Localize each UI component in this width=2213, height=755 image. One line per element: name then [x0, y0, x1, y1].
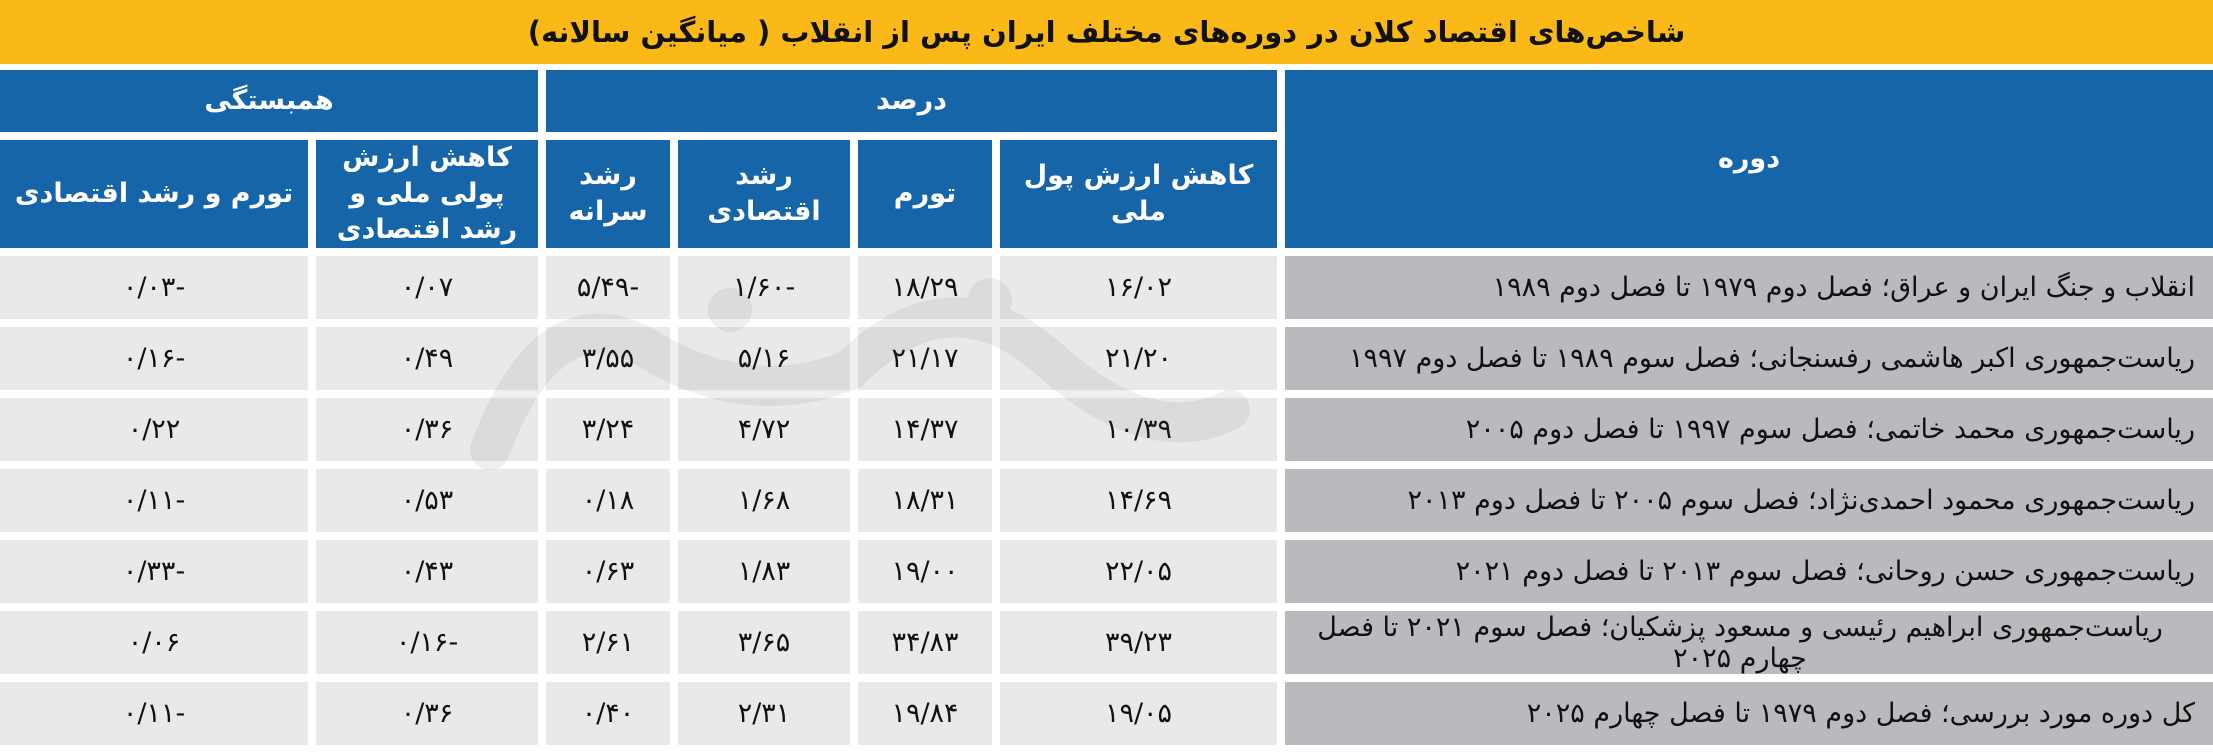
table-title: شاخص‌های اقتصاد کلان در دوره‌های مختلف ایران پس از انقلاب ( میانگین سالانه)	[0, 0, 2213, 64]
currency-devaluation-cell: ۲۱/۲۰	[992, 327, 1277, 398]
corr-inflation-growth-cell: -۰/۱۶	[0, 327, 308, 398]
currency-devaluation-cell: ۳۹/۲۳	[992, 611, 1277, 682]
header-corr-inflation-growth: تورم و رشد اقتصادی	[0, 140, 308, 256]
currency-devaluation-cell: ۱۹/۰۵	[992, 682, 1277, 753]
corr-currency-growth-cell: ۰/۳۶	[308, 398, 538, 469]
inflation-cell: ۲۱/۱۷	[850, 327, 992, 398]
period-cell: ریاست‌جمهوری محمود احمدی‌نژاد؛ فصل سوم ۲۰۰۵ تا فصل دوم ۲۰۱۳	[1277, 469, 2213, 540]
inflation-cell: ۱۹/۸۴	[850, 682, 992, 753]
header-group-percent: درصد	[538, 70, 1277, 140]
corr-currency-growth-cell: ۰/۴۹	[308, 327, 538, 398]
corr-inflation-growth-cell: -۰/۱۱	[0, 682, 308, 753]
period-cell: ریاست‌جمهوری ابراهیم رئیسی و مسعود پزشکیان؛ فصل سوم ۲۰۲۱ تا فصل چهارم ۲۰۲۵	[1277, 611, 2213, 682]
header-group-correlation: همبستگی	[0, 70, 538, 140]
economic-growth-cell: ۲/۳۱	[670, 682, 850, 753]
period-cell: انقلاب و جنگ ایران و عراق؛ فصل دوم ۱۹۷۹ تا فصل دوم ۱۹۸۹	[1277, 256, 2213, 327]
period-cell: ریاست‌جمهوری محمد خاتمی؛ فصل سوم ۱۹۹۷ تا فصل دوم ۲۰۰۵	[1277, 398, 2213, 469]
economic-growth-cell: ۱/۶۸	[670, 469, 850, 540]
inflation-cell: ۱۸/۲۹	[850, 256, 992, 327]
currency-devaluation-cell: ۱۰/۳۹	[992, 398, 1277, 469]
per-capita-growth-cell: ۰/۴۰	[538, 682, 670, 753]
header-period: دوره	[1277, 70, 2213, 256]
header-per-capita-growth: رشد سرانه	[538, 140, 670, 256]
macro-indicators-table	[0, 70, 2213, 755]
per-capita-growth-cell: -۵/۴۹	[538, 256, 670, 327]
inflation-cell: ۱۹/۰۰	[850, 540, 992, 611]
inflation-cell: ۱۸/۳۱	[850, 469, 992, 540]
header-currency-devaluation: کاهش ارزش پول ملی	[992, 140, 1277, 256]
per-capita-growth-cell: ۲/۶۱	[538, 611, 670, 682]
corr-inflation-growth-cell: -۰/۰۳	[0, 256, 308, 327]
period-cell: ریاست‌جمهوری اکبر هاشمی رفسنجانی؛ فصل سوم ۱۹۸۹ تا فصل دوم ۱۹۹۷	[1277, 327, 2213, 398]
period-cell: ریاست‌جمهوری حسن روحانی؛ فصل سوم ۲۰۱۳ تا فصل دوم ۲۰۲۱	[1277, 540, 2213, 611]
header-inflation: تورم	[850, 140, 992, 256]
corr-inflation-growth-cell: ۰/۰۶	[0, 611, 308, 682]
economic-growth-cell: ۳/۶۵	[670, 611, 850, 682]
per-capita-growth-cell: ۳/۲۴	[538, 398, 670, 469]
header-economic-growth: رشد اقتصادی	[670, 140, 850, 256]
currency-devaluation-cell: ۲۲/۰۵	[992, 540, 1277, 611]
economic-growth-cell: ۵/۱۶	[670, 327, 850, 398]
corr-inflation-growth-cell: ۰/۲۲	[0, 398, 308, 469]
currency-devaluation-cell: ۱۴/۶۹	[992, 469, 1277, 540]
corr-inflation-growth-cell: -۰/۱۱	[0, 469, 308, 540]
header-corr-currency-growth: کاهش ارزش پولی ملی و رشد اقتصادی	[308, 140, 538, 256]
corr-currency-growth-cell: ۰/۰۷	[308, 256, 538, 327]
economic-growth-cell: ۴/۷۲	[670, 398, 850, 469]
corr-currency-growth-cell: ۰/۳۶	[308, 682, 538, 753]
per-capita-growth-cell: ۰/۶۳	[538, 540, 670, 611]
corr-inflation-growth-cell: -۰/۳۳	[0, 540, 308, 611]
per-capita-growth-cell: ۳/۵۵	[538, 327, 670, 398]
corr-currency-growth-cell: -۰/۱۶	[308, 611, 538, 682]
currency-devaluation-cell: ۱۶/۰۲	[992, 256, 1277, 327]
inflation-cell: ۱۴/۳۷	[850, 398, 992, 469]
period-cell: کل دوره مورد بررسی؛ فصل دوم ۱۹۷۹ تا فصل چهارم ۲۰۲۵	[1277, 682, 2213, 753]
per-capita-growth-cell: ۰/۱۸	[538, 469, 670, 540]
corr-currency-growth-cell: ۰/۵۳	[308, 469, 538, 540]
corr-currency-growth-cell: ۰/۴۳	[308, 540, 538, 611]
economic-growth-cell: -۱/۶۰	[670, 256, 850, 327]
inflation-cell: ۳۴/۸۳	[850, 611, 992, 682]
economic-growth-cell: ۱/۸۳	[670, 540, 850, 611]
